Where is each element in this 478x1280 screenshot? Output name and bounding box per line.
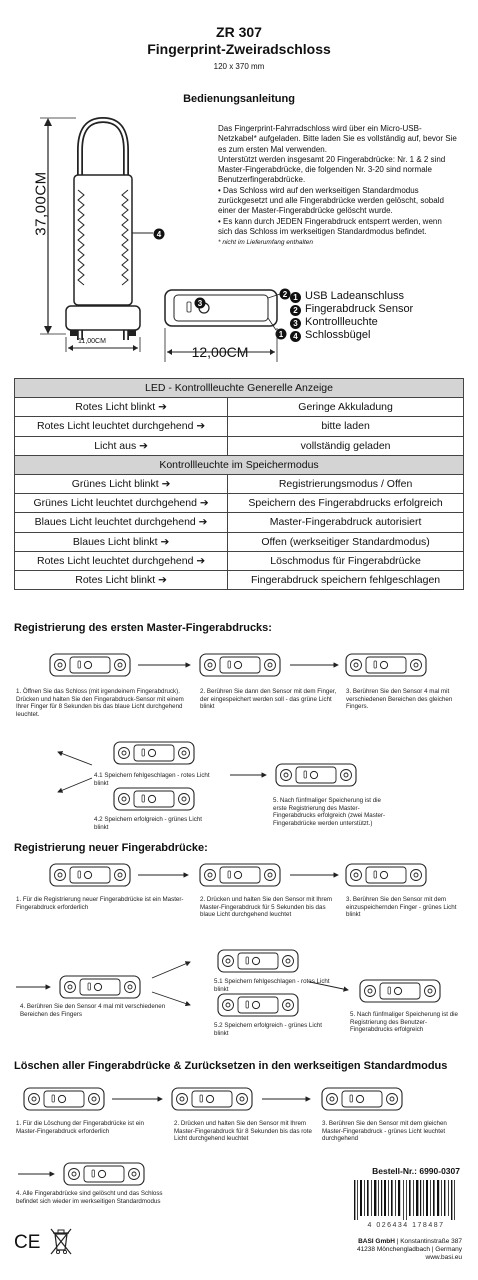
lock-icon	[322, 1088, 402, 1110]
step-text: 2. Drücken und halten Sie den Sensor mit Ihrem Master-Fingerabdruck für 8 Sekunden bis das rote Licht durchgehend leuchtet	[174, 1120, 312, 1143]
lock-icon	[346, 864, 426, 886]
lock-icon	[200, 864, 280, 886]
step-text: 3. Berühren Sie den Sensor mit dem gleichen Master-Fingerabdruck - grünes Licht leuchtet durchgehend	[322, 1120, 447, 1143]
step-text: 1. Für die Registrierung neuer Fingerabdrücke ist ein Master-Fingerabdruck erforderlich	[16, 896, 184, 911]
step-text: 4.2 Speichern erfolgreich - grünes Licht blinkt	[94, 816, 202, 831]
lock-icon	[172, 1088, 252, 1110]
section-heading-master: Registrierung des ersten Master-Fingerabdrucks:	[14, 622, 272, 634]
table-header: LED - Kontrollleuchte Generelle Anzeige	[15, 379, 464, 398]
legend-item: 4 Schlossbügel	[290, 329, 413, 342]
lock-icon	[114, 742, 194, 764]
legend-item: 2 Fingerabdruck Sensor	[290, 303, 413, 316]
intro-bullet: • Das Schloss wird auf den werkseitigen Standardmodus zurückgesetzt und alle Fingerabdrücke werden gelöscht, sobald einer der Master-Fingerabdrücke gelöscht wurde.	[218, 185, 444, 216]
order-number: Bestell-Nr.: 6990-0307	[372, 1166, 460, 1176]
website: www.basi.eu	[425, 1254, 462, 1261]
section-heading-new: Registrierung neuer Fingerabdrücke:	[14, 842, 208, 854]
table-row: Rotes Licht leuchtet durchgehend ➔ bitte laden	[15, 417, 464, 436]
step-text: 4.1 Speichern fehlgeschlagen - rotes Licht blinkt	[94, 772, 210, 787]
step-text: 3. Berühren Sie den Sensor 4 mal mit verschiedenen Bereichen des gleichen Fingers.	[346, 688, 453, 711]
svg-text:4: 4	[156, 230, 162, 239]
lock-icon	[50, 654, 130, 676]
lock-icon	[218, 950, 298, 972]
step-text: 1. Öffnen Sie das Schloss (mit irgendeinem Fingerabdruck). Drücken und halten Sie den Fingerabdruck-Sensor mit einem Ihrer Finger für 8 Sekunden bis das blaue Licht durchgehend leuchtet.	[16, 688, 184, 718]
parts-legend	[290, 290, 413, 342]
lock-icon	[218, 994, 298, 1016]
lock-body	[66, 306, 140, 330]
svg-text:3: 3	[197, 299, 203, 308]
step-text: 4. Berühren Sie den Sensor 4 mal mit verschiedenen Bereichen des Fingers	[20, 1003, 166, 1018]
step-text: 3. Berühren Sie den Sensor mit dem einzuspeichernden Finger - grünes Licht blinkt	[346, 896, 457, 919]
intro-bullet: • Es kann durch JEDEN Fingerabdruck entsperrt werden, wenn sich das Schloss im werkseitigen Standardmodus befindet.	[218, 216, 442, 236]
lock-icon	[50, 864, 130, 886]
company-address	[357, 1238, 462, 1262]
table-row: Licht aus ➔ vollständig geladen	[15, 436, 464, 455]
lock-icon	[276, 764, 356, 786]
step-diagrams	[0, 600, 478, 1200]
product-name: Fingerprint-Zweiradschloss	[147, 41, 331, 57]
manual-heading: Bedienungsanleitung	[183, 93, 295, 105]
table-row: Rotes Licht leuchtet durchgehend ➔ Löschmodus für Fingerabdrücke	[15, 551, 464, 570]
step-text: 1. Für die Löschung der Fingerabdrücke ist ein Master-Fingerabdruck erforderlich	[16, 1120, 144, 1135]
lock-icon	[360, 980, 440, 1002]
step-text: 2. Berühren Sie dann den Sensor mit dem Finger, der eingespeichert werden soll - das grüne Licht blinkt	[200, 688, 337, 711]
legend-item: 1 USB Ladeanschluss	[290, 290, 413, 303]
intro-paragraph: Das Fingerprint-Fahrradschloss wird über ein Micro-USB-Netzkabel* aufgeladen. Bitte laden Sie es vollständig auf, bevor Sie es zum ersten Mal verwenden.	[218, 124, 457, 154]
step-text: 5.2 Speichern erfolgreich - grünes Licht blinkt	[214, 1022, 322, 1037]
step-text: 5.1 Speichern fehlgeschlagen - rotes Licht blinkt	[214, 978, 330, 993]
intro-footnote: * nicht im Lieferumfang enthalten	[218, 239, 314, 247]
led-table	[14, 378, 464, 590]
table-row: Rotes Licht blinkt ➔ Fingerabdruck speichern fehlgeschlagen	[15, 570, 464, 589]
table-row: Blaues Licht blinkt ➔ Offen (werkseitiger Standardmodus)	[15, 532, 464, 551]
weee-bin-icon	[48, 1226, 74, 1256]
product-size: 120 x 370 mm	[213, 62, 265, 71]
lock-icon	[114, 788, 194, 810]
table-row: Grünes Licht leuchtet durchgehend ➔ Speichern des Fingerabdrucks erfolgreich	[15, 494, 464, 513]
height-dimension: 37,00CM	[32, 171, 50, 236]
ce-mark: CE	[14, 1232, 41, 1253]
table-row: Blaues Licht leuchtet durchgehend ➔ Master-Fingerabdruck autorisiert	[15, 513, 464, 532]
address-line: | Konstantinstraße 387	[394, 1238, 462, 1245]
table-header: Kontrollleuchte im Speichermodus	[15, 455, 464, 474]
barcode-number: 4 026434 178487	[367, 1222, 445, 1229]
svg-text:2: 2	[282, 290, 288, 299]
step-text: 5. Nach fünfmaliger Speicherung ist die erste Registrierung des Master-Fingerabdrucks erfolgreich (zwei Master-Fingerabdrücke werden unterstützt.)	[273, 797, 386, 827]
width-dimension-large: 12,00CM	[191, 344, 249, 360]
lock-icon	[200, 654, 280, 676]
lock-icon	[60, 976, 140, 998]
width-dimension-small: 11,00CM	[78, 338, 106, 345]
product-code: ZR 307	[216, 24, 262, 40]
address-line: 41238 Mönchengladbach | Germany	[356, 1246, 462, 1253]
svg-text:1: 1	[278, 330, 284, 339]
table-row: Grünes Licht blinkt ➔ Registrierungsmodus / Offen	[15, 474, 464, 493]
lock-icon	[24, 1088, 104, 1110]
section-heading-reset: Löschen aller Fingerabdrücke & Zurücksetzen in den werkseitigen Standardmodus	[14, 1060, 448, 1072]
intro-text	[218, 124, 458, 249]
table-row: Rotes Licht blinkt ➔ Geringe Akkuladung	[15, 398, 464, 417]
intro-paragraph: Unterstützt werden insgesamt 20 Fingerabdrücke: Nr. 1 & 2 sind Master-Fingerabdrücke, die folgenden Nr. 3-20 sind normale Benutzerfingerabdrücke.	[218, 154, 446, 185]
step-text: 5. Nach fünfmaliger Speicherung ist die Registrierung des Benutzer-Fingerabdrucks erfolgreich	[350, 1011, 458, 1034]
legend-item: 3 Kontrollleuchte	[290, 316, 413, 329]
step-text: 2. Drücken und halten Sie den Sensor mit Ihrem Master-Fingerabdruck für 5 Sekunden bis das blaue Licht durchgehend leuchtet	[200, 896, 333, 919]
lock-icon	[346, 654, 426, 676]
barcode	[352, 1180, 460, 1220]
lock-icon	[64, 1163, 144, 1185]
step-text: 4. Alle Fingerabdrücke sind gelöscht und das Schloss befindet sich wieder im werkseitigen Standardmodus	[16, 1190, 163, 1205]
company-name: BASI GmbH	[358, 1238, 395, 1245]
